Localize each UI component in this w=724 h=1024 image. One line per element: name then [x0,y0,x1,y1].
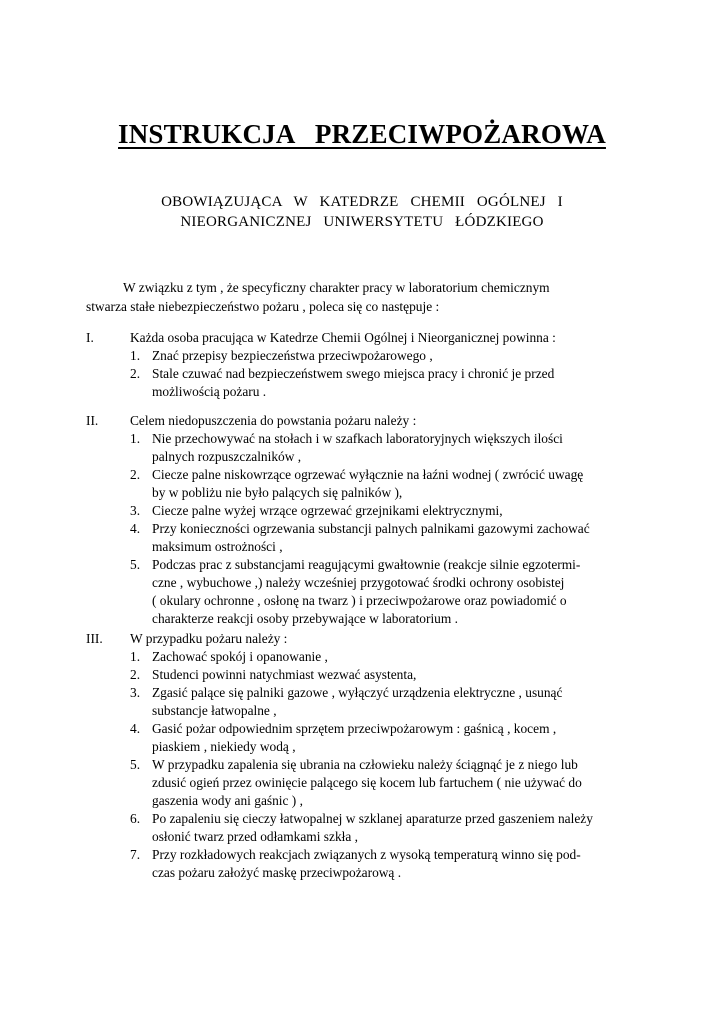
list-item [86,756,646,810]
item-number: 1. [130,431,141,446]
subtitle-line: OBOWIĄZUJĄCA W KATEDRZE CHEMII OGÓLNEJ I [161,194,563,210]
item-line: Ciecze palne wyżej wrzące ogrzewać grzejnikami elektrycznymi, [152,503,503,518]
item-line: Stale czuwać nad bezpieczeństwem swego miejsca pracy i chronić je przed [152,366,555,381]
item-line: osłonić twarz przed odłamkami szkła , [152,829,358,844]
item-line: Zachować spokój i opanowanie , [152,649,328,664]
item-line: Znać przepisy bezpieczeństwa przeciwpożarowego , [152,348,433,363]
section-heading [86,412,646,430]
item-number: 3. [130,685,141,700]
intro-line: stwarza stałe niebezpieczeństwo pożaru , poleca się co następuje : [86,299,440,314]
intro-line: W związku z tym , że specyficzny charakter pracy w laboratorium chemicznym [123,280,550,295]
item-number: 5. [130,757,141,772]
item-line: W przypadku zapalenia się ubrania na człowieku należy ściągnąć je z niego lub [152,757,578,772]
list-item [86,430,646,466]
item-line: czas pożaru założyć maskę przeciwpożarową . [152,865,402,880]
list-item [86,846,646,882]
item-number: 7. [130,847,141,862]
section-numeral: II. [86,413,99,428]
item-line: palnych rozpuszczalników , [152,449,302,464]
list-item [86,666,646,684]
item-number: 5. [130,557,141,572]
item-line: substancje łatwopalne , [152,703,277,718]
section-heading-text: Każda osoba pracująca w Katedrze Chemii Ogólnej i Nieorganicznej powinna : [130,330,556,345]
item-line: możliwością pożaru . [152,384,267,399]
section-items [86,430,646,628]
item-line: piaskiem , niekiedy wodą , [152,739,296,754]
list-item [86,720,646,756]
item-line: Przy konieczności ogrzewania substancji palnych palnikami gazowymi zachować [152,521,590,536]
section-numeral: III. [86,631,103,646]
item-line: gaszenia wody ani gaśnic ) , [152,793,303,808]
list-item [86,502,646,520]
item-line: Po zapaleniu się cieczy łatwopalnej w szklanej aparaturze przed gaszeniem należy [152,811,593,826]
item-number: 2. [130,467,141,482]
section-2 [86,412,646,628]
item-line: ( okulary ochronne , osłonę na twarz ) i przeciwpożarowe oraz powiadomić o [152,593,567,608]
item-line: Studenci powinni natychmiast wezwać asystenta, [152,667,417,682]
list-item [86,347,646,365]
item-line: charakterze reakcji osoby przebywające w laboratorium . [152,611,458,626]
section-items [86,347,646,401]
document-subtitle [0,192,724,232]
item-line: Ciecze palne niskowrzące ogrzewać wyłącznie na łaźni wodnej ( zwrócić uwagę [152,467,584,482]
list-item [86,810,646,846]
list-item [86,556,646,628]
section-1 [86,329,646,401]
item-line: Nie przechowywać na stołach i w szafkach laboratoryjnych większych ilości [152,431,563,446]
section-heading [86,630,646,648]
section-heading-text: Celem niedopuszczenia do powstania pożaru należy : [130,413,417,428]
section-heading [86,329,646,347]
item-number: 1. [130,348,141,363]
item-line: zdusić ogień przez owinięcie palącego się kocem lub fartuchem ( nie używać do [152,775,582,790]
item-number: 2. [130,366,141,381]
list-item [86,684,646,720]
list-item [86,648,646,666]
section-numeral: I. [86,330,94,345]
item-line: Gasić pożar odpowiednim sprzętem przeciwpożarowym : gaśnicą , kocem , [152,721,557,736]
subtitle-line: NIEORGANICZNEJ UNIWERSYTETU ŁÓDZKIEGO [180,214,544,230]
item-line: Przy rozkładowych reakcjach związanych z wysoką temperaturą winno się pod- [152,847,581,862]
document-title: INSTRUKCJA PRZECIWPOŻAROWA [118,119,606,149]
item-number: 4. [130,721,141,736]
item-number: 6. [130,811,141,826]
section-items [86,648,646,882]
item-number: 2. [130,667,141,682]
item-number: 4. [130,521,141,536]
item-line: Podczas prac z substancjami reagującymi gwałtownie (reakcje silnie egzotermi- [152,557,581,572]
item-number: 1. [130,649,141,664]
intro-paragraph [86,278,626,316]
item-number: 3. [130,503,141,518]
list-item [86,466,646,502]
section-heading-text: W przypadku pożaru należy : [130,631,288,646]
section-3 [86,630,646,882]
list-item [86,365,646,401]
item-line: Zgasić palące się palniki gazowe , wyłączyć urządzenia elektryczne , usunąć [152,685,563,700]
item-line: by w pobliżu nie było palących się palników ), [152,485,403,500]
list-item [86,520,646,556]
item-line: czne , wybuchowe ,) należy wcześniej przygotować środki ochrony osobistej [152,575,565,590]
item-line: maksimum ostrożności , [152,539,283,554]
